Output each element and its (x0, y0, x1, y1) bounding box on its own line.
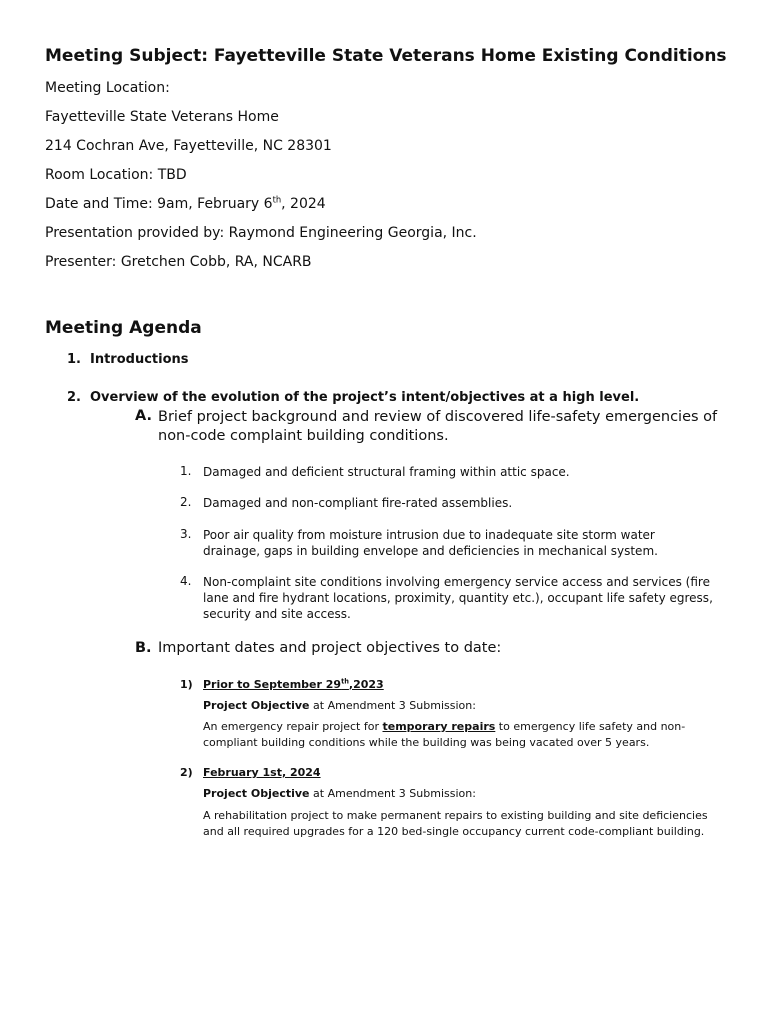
entry-date-heading: Prior to September 29th,2023 (203, 677, 384, 691)
date-and-time: Date and Time: 9am, February 6th, 2024 (45, 194, 326, 212)
agenda-item-introductions: Introductions (90, 352, 189, 367)
list-item-number: 2. (180, 495, 192, 509)
meeting-address: 214 Cochran Ave, Fayetteville, NC 28301 (45, 138, 332, 154)
sub-item-letter: B. (135, 640, 152, 656)
list-item: Damaged and deficient structural framing within attic space. (203, 465, 570, 479)
entry-description: A rehabilitation project to make permanent repairs to existing building and site deficiencies and all required upgrades for a 120 bed-single occupancy current code-compliant building. (203, 809, 708, 838)
meeting-location-label: Meeting Location: (45, 80, 170, 96)
presenter: Presenter: Gretchen Cobb, RA, NCARB (45, 254, 312, 270)
presentation-provider: Presentation provided by: Raymond Engineering Georgia, Inc. (45, 225, 477, 241)
entry-number: 1) (180, 678, 193, 691)
list-item: Poor air quality from moisture intrusion due to inadequate site storm water drainage, gaps in building envelope and deficiencies in mechanical system. (203, 528, 658, 558)
sub-item-letter: A. (135, 408, 152, 424)
list-item-number: 3. (180, 527, 192, 541)
sub-item-dates: Important dates and project objectives to date: (158, 640, 502, 656)
sub-item-background: Brief project background and review of discovered life-safety emergencies of non-code complaint building conditions. (158, 409, 718, 444)
list-item: Damaged and non-compliant fire-rated assemblies. (203, 496, 513, 510)
document-title: Meeting Subject: Fayetteville State Veterans Home Existing Conditions (45, 46, 727, 66)
agenda-item-overview: Overview of the evolution of the project’s intent/objectives at a high level. (90, 390, 640, 405)
entry-description: An emergency repair project for temporary repairs to emergency life safety and non-compliant building conditions while the building was being vacated over 5 years. (203, 720, 686, 749)
agenda-item-number: 1. (67, 352, 81, 367)
entry-objective: Project Objective at Amendment 3 Submission: (203, 787, 476, 800)
entry-number: 2) (180, 766, 193, 779)
room-location: Room Location: TBD (45, 167, 187, 183)
meeting-location-name: Fayetteville State Veterans Home (45, 109, 279, 125)
entry-objective: Project Objective at Amendment 3 Submission: (203, 699, 476, 712)
agenda-item-number: 2. (67, 390, 81, 405)
list-item: Non-complaint site conditions involving emergency service access and services (fire lane and fire hydrant locations, proximity, quantity etc.), occupant life safety egress, security and site access. (203, 575, 713, 621)
entry-date-heading: February 1st, 2024 (203, 766, 321, 779)
list-item-number: 4. (180, 574, 192, 588)
list-item-number: 1. (180, 464, 192, 478)
agenda-title: Meeting Agenda (45, 318, 202, 338)
